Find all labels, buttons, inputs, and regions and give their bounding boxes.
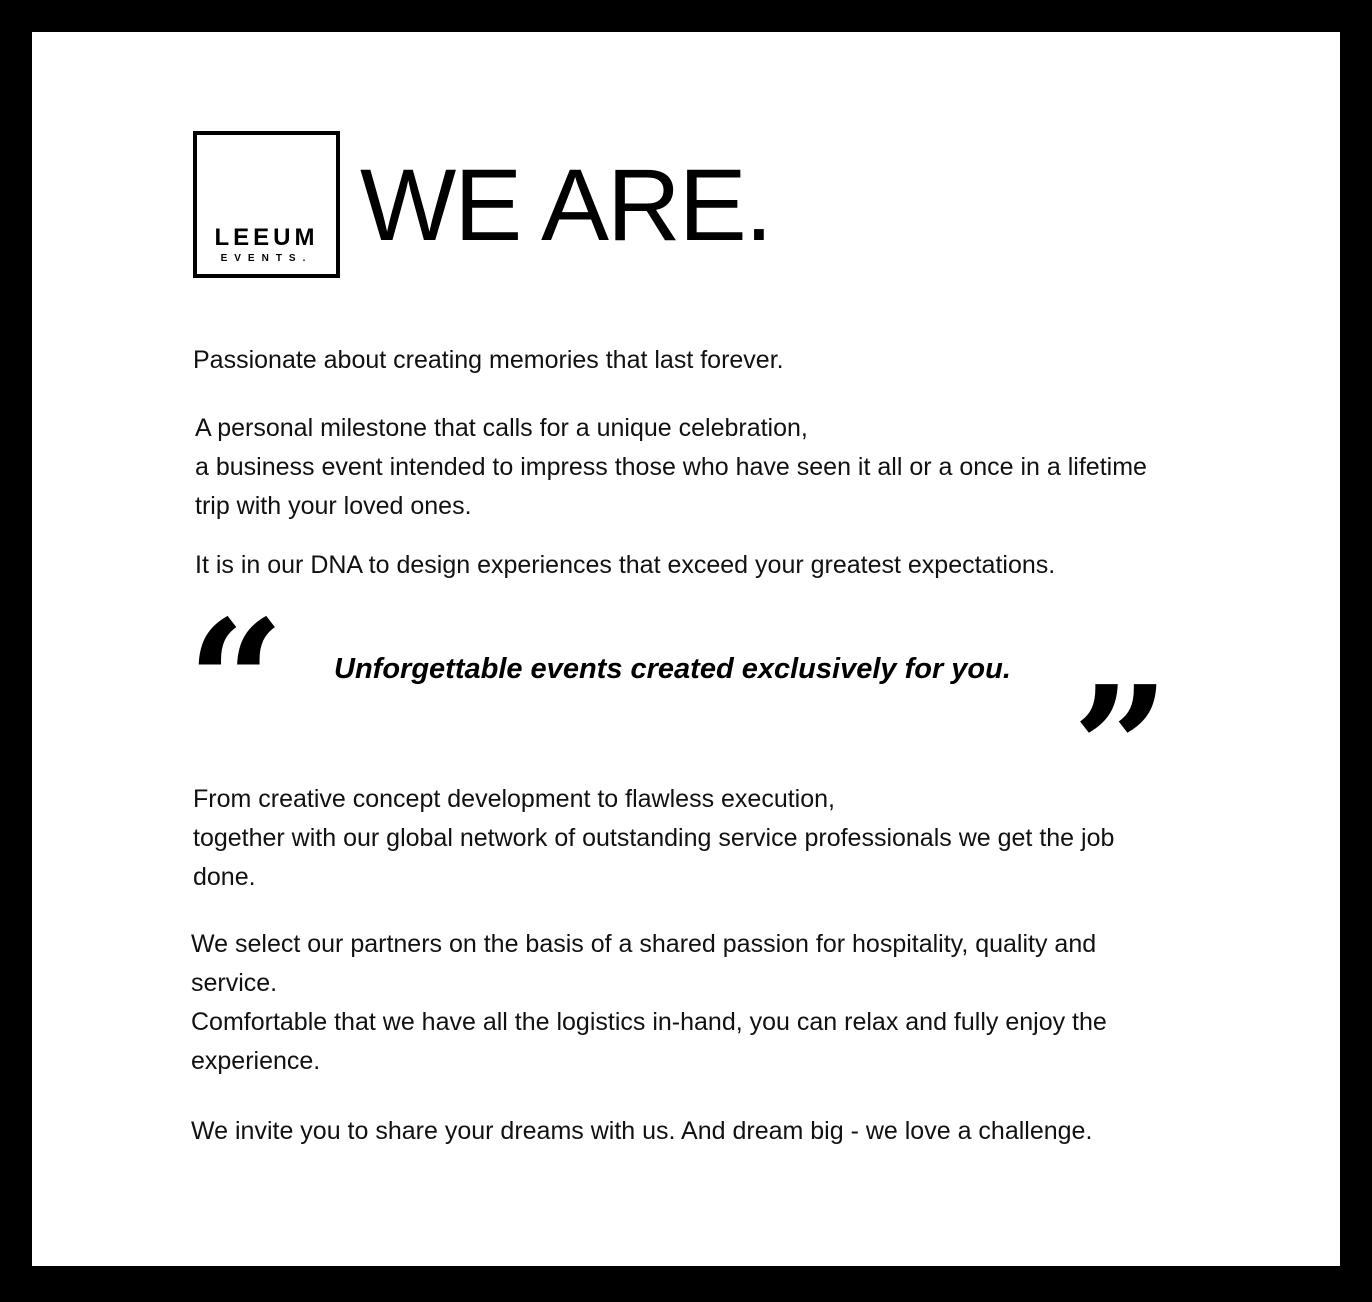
intro-text: Passionate about creating memories that last forever. — [193, 346, 784, 374]
motto-quote: Unforgettable events created exclusively for you. — [334, 653, 1011, 685]
paragraph-line: experience. — [191, 1047, 321, 1075]
page-title: WE ARE. — [360, 148, 772, 262]
close-quote-icon: ” — [1072, 649, 1170, 849]
open-quote-icon: “ — [187, 583, 285, 783]
paragraph-line: Comfortable that we have all the logistics in-hand, you can relax and fully enjoy the — [191, 1008, 1107, 1036]
paragraph-line: We select our partners on the basis of a shared passion for hospitality, quality and — [191, 930, 1097, 958]
paragraph-execution — [193, 780, 1114, 897]
paragraph-line: From creative concept development to flawless execution, — [193, 785, 835, 813]
paragraph-milestone — [195, 409, 1147, 526]
paragraph-line: A personal milestone that calls for a unique celebration, — [195, 414, 808, 442]
logo-sub-text: EVENTS. — [220, 253, 313, 264]
paragraph-invite: We invite you to share your dreams with us. And dream big - we love a challenge. — [191, 1117, 1093, 1145]
page — [32, 32, 1340, 1266]
paragraph-line: done. — [193, 863, 256, 891]
paragraph-line: together with our global network of outstanding service professionals we get the job — [193, 824, 1115, 852]
paragraph-line: a business event intended to impress those who have seen it all or a once in a lifetime — [195, 453, 1147, 481]
paragraph-partners — [191, 925, 1107, 1081]
paragraph-line: service. — [191, 969, 278, 997]
paragraph-line: trip with your loved ones. — [195, 492, 472, 520]
leeum-events-logo — [193, 131, 340, 278]
paragraph-dna: It is in our DNA to design experiences that exceed your greatest expectations. — [195, 551, 1056, 579]
logo-main-text: LEEUM — [214, 224, 319, 251]
